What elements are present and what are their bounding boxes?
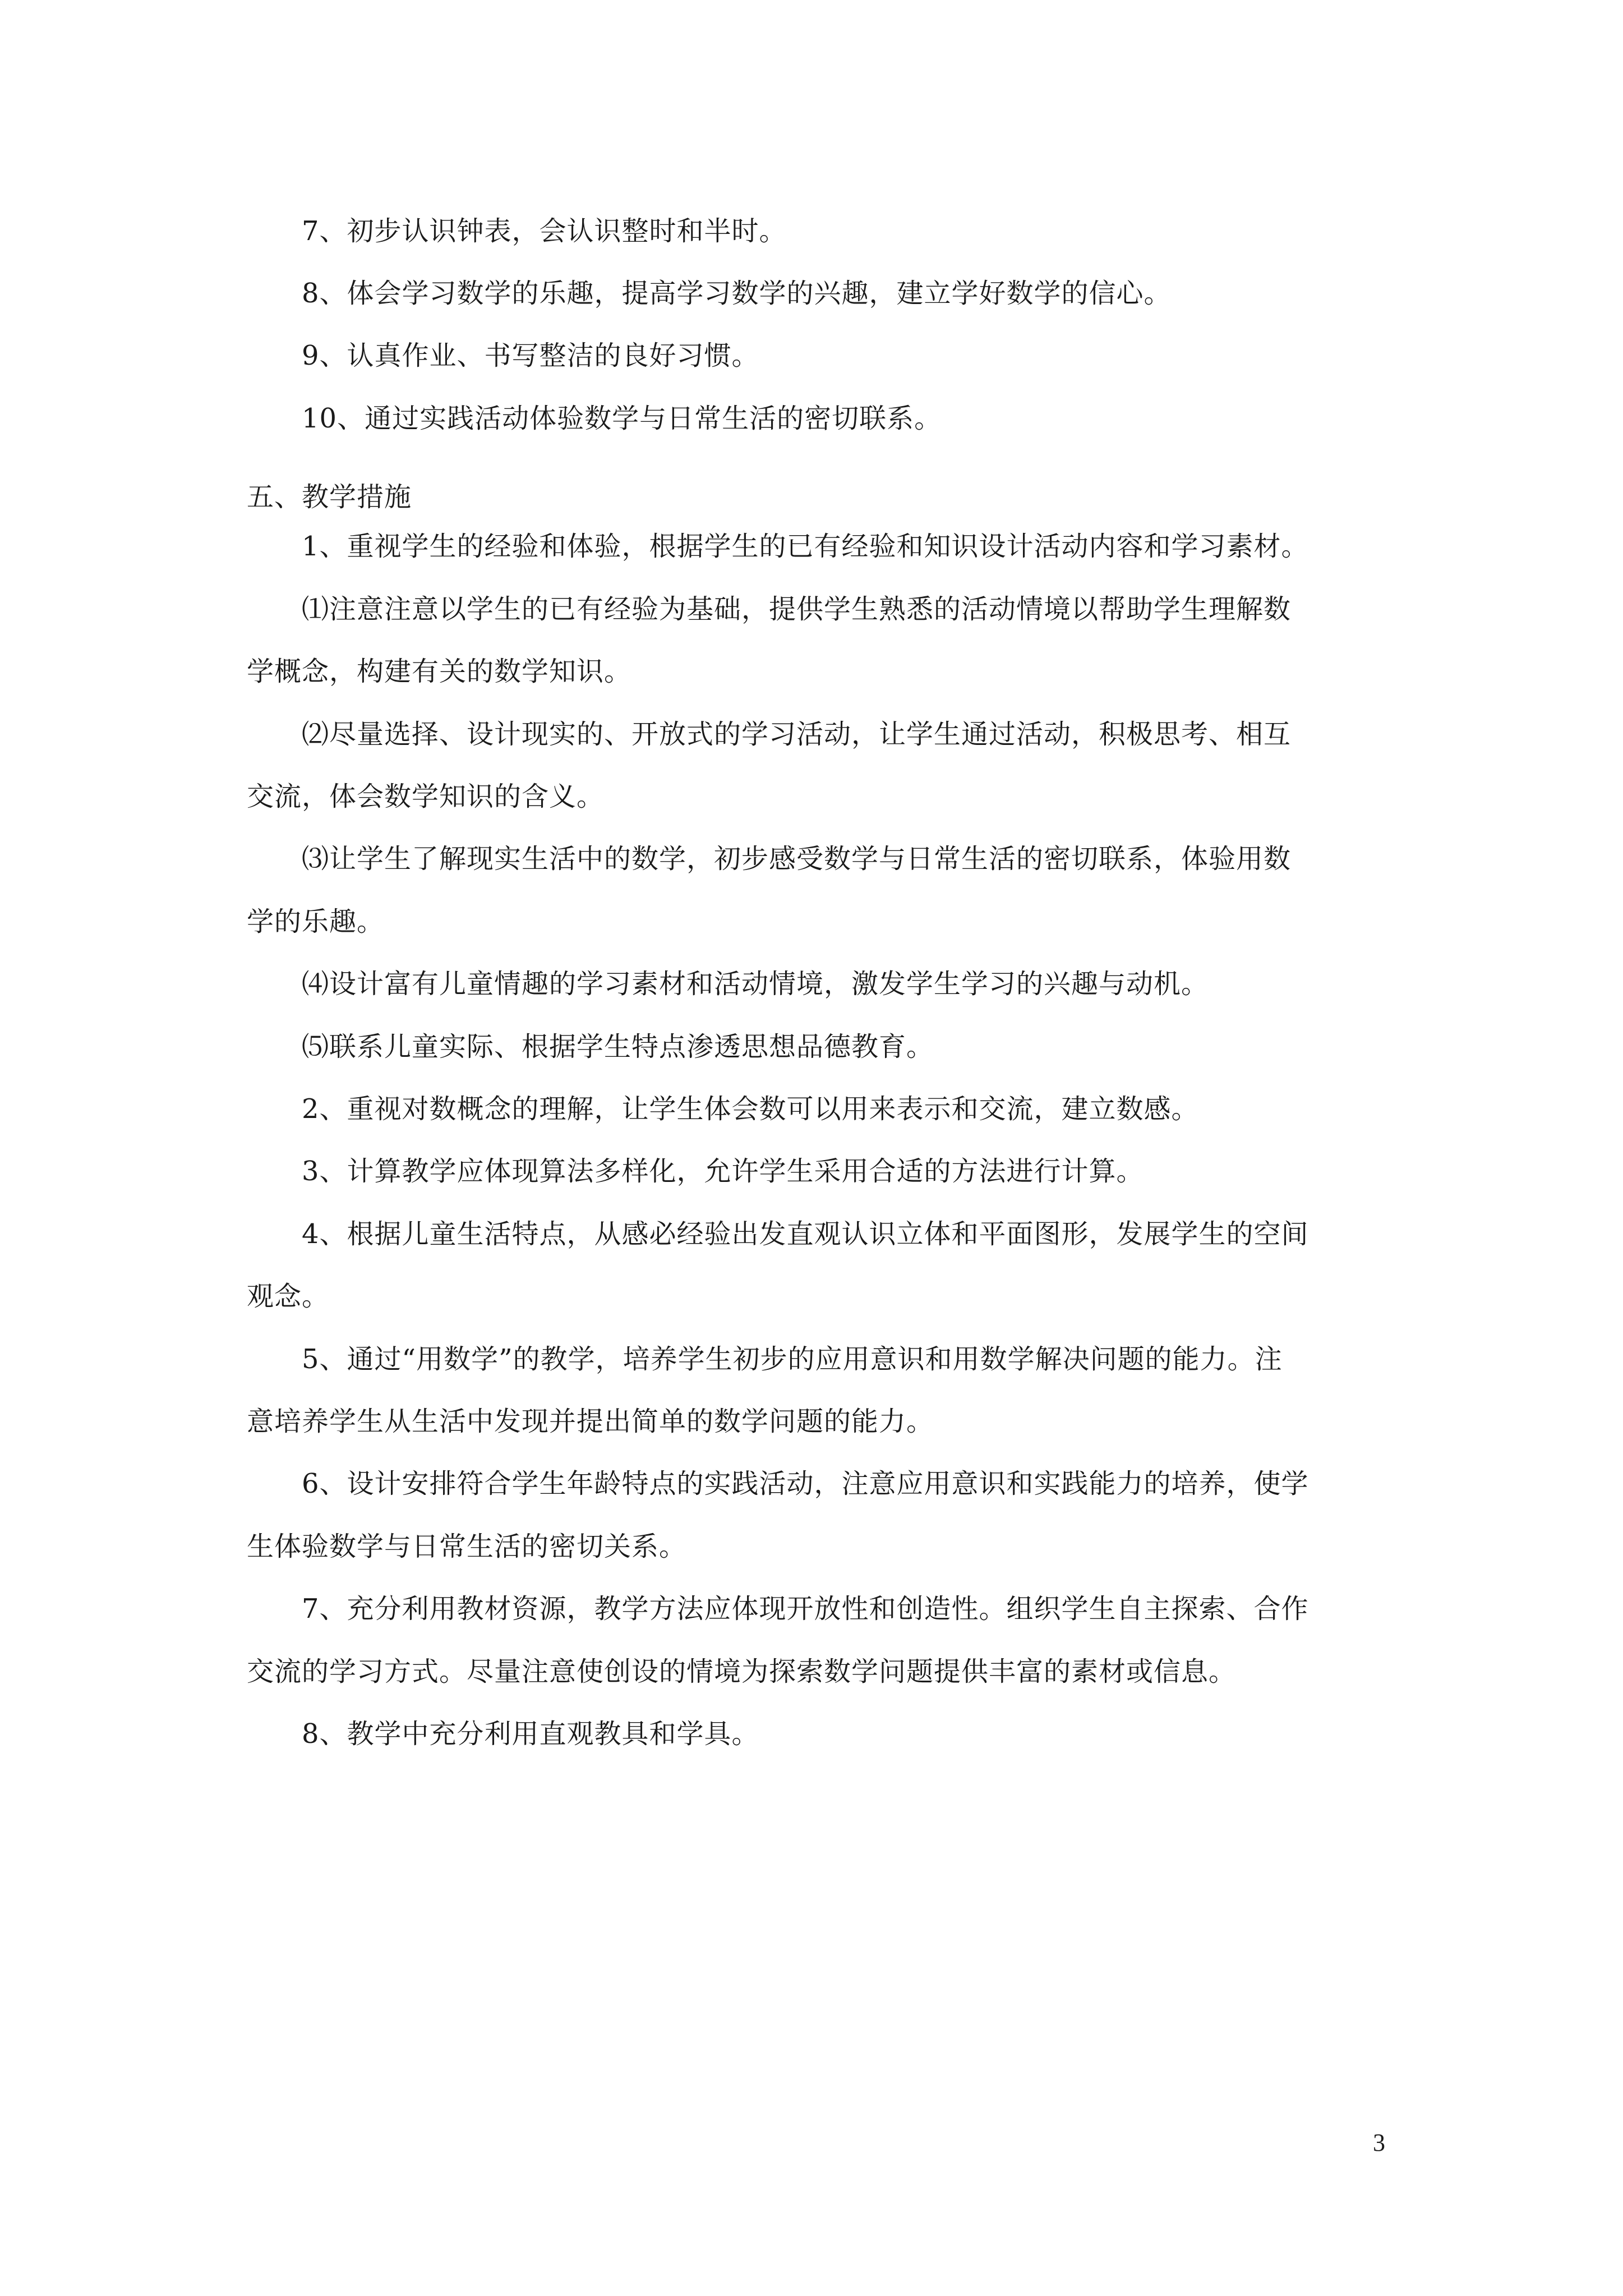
page-number: 3 bbox=[1373, 2129, 1385, 2156]
measure-5-line-2: 意培养学生从生活中发现并提出简单的数学问题的能力。 bbox=[247, 1406, 934, 1437]
section-heading-teaching-measures: 五、教学措施 bbox=[247, 481, 412, 513]
measure-1-sub-1-line-2: 学概念，构建有关的数学知识。 bbox=[247, 656, 632, 687]
item-7-clock: 7、初步认识钟表，会认识整时和半时。 bbox=[302, 215, 787, 247]
measure-1-sub-4: ⑷设计富有儿童情趣的学习素材和活动情境，激发学生学习的兴趣与动机。 bbox=[302, 968, 1209, 1000]
item-10-practice: 10、通过实践活动体验数学与日常生活的密切联系。 bbox=[302, 403, 942, 434]
measure-1-sub-2-line-2: 交流，体会数学知识的含义。 bbox=[247, 781, 605, 812]
measure-4-line-2: 观念。 bbox=[247, 1281, 330, 1312]
measure-1-sub-1-line-1: ⑴注意注意以学生的已有经验为基础，提供学生熟悉的活动情境以帮助学生理解数 bbox=[302, 593, 1292, 625]
measure-6-line-1: 6、设计安排符合学生年龄特点的实践活动，注意应用意识和实践能力的培养，使学 bbox=[302, 1468, 1309, 1499]
item-8-interest: 8、体会学习数学的乐趣，提高学习数学的兴趣，建立学好数学的信心。 bbox=[302, 278, 1172, 309]
measure-5-line-1: 5、通过“用数学”的教学，培养学生初步的应用意识和用数学解决问题的能力。注 bbox=[302, 1343, 1283, 1375]
measure-1-sub-5: ⑸联系儿童实际、根据学生特点渗透思想品德教育。 bbox=[302, 1031, 934, 1062]
measure-8: 8、教学中充分利用直观教具和学具。 bbox=[302, 1718, 759, 1750]
measure-3: 3、计算教学应体现算法多样化，允许学生采用合适的方法进行计算。 bbox=[302, 1156, 1144, 1187]
measure-6-line-2: 生体验数学与日常生活的密切关系。 bbox=[247, 1531, 687, 1562]
measure-1: 1、重视学生的经验和体验，根据学生的已有经验和知识设计活动内容和学习素材。 bbox=[302, 531, 1309, 562]
measure-1-sub-2-line-1: ⑵尽量选择、设计现实的、开放式的学习活动，让学生通过活动，积极思考、相互 bbox=[302, 719, 1292, 750]
measure-7-line-1: 7、充分利用教材资源，教学方法应体现开放性和创造性。组织学生自主探索、合作 bbox=[302, 1593, 1309, 1625]
measure-7-line-2: 交流的学习方式。尽量注意使创设的情境为探索数学问题提供丰富的素材或信息。 bbox=[247, 1656, 1237, 1687]
measure-4-line-1: 4、根据儿童生活特点，从感必经验出发直观认识立体和平面图形，发展学生的空间 bbox=[302, 1218, 1309, 1250]
measure-2: 2、重视对数概念的理解，让学生体会数可以用来表示和交流，建立数感。 bbox=[302, 1093, 1199, 1125]
measure-1-sub-3-line-1: ⑶让学生了解现实生活中的数学，初步感受数学与日常生活的密切联系，体验用数 bbox=[302, 843, 1292, 875]
measure-1-sub-3-line-2: 学的乐趣。 bbox=[247, 906, 385, 937]
item-9-habits: 9、认真作业、书写整洁的良好习惯。 bbox=[302, 340, 759, 371]
